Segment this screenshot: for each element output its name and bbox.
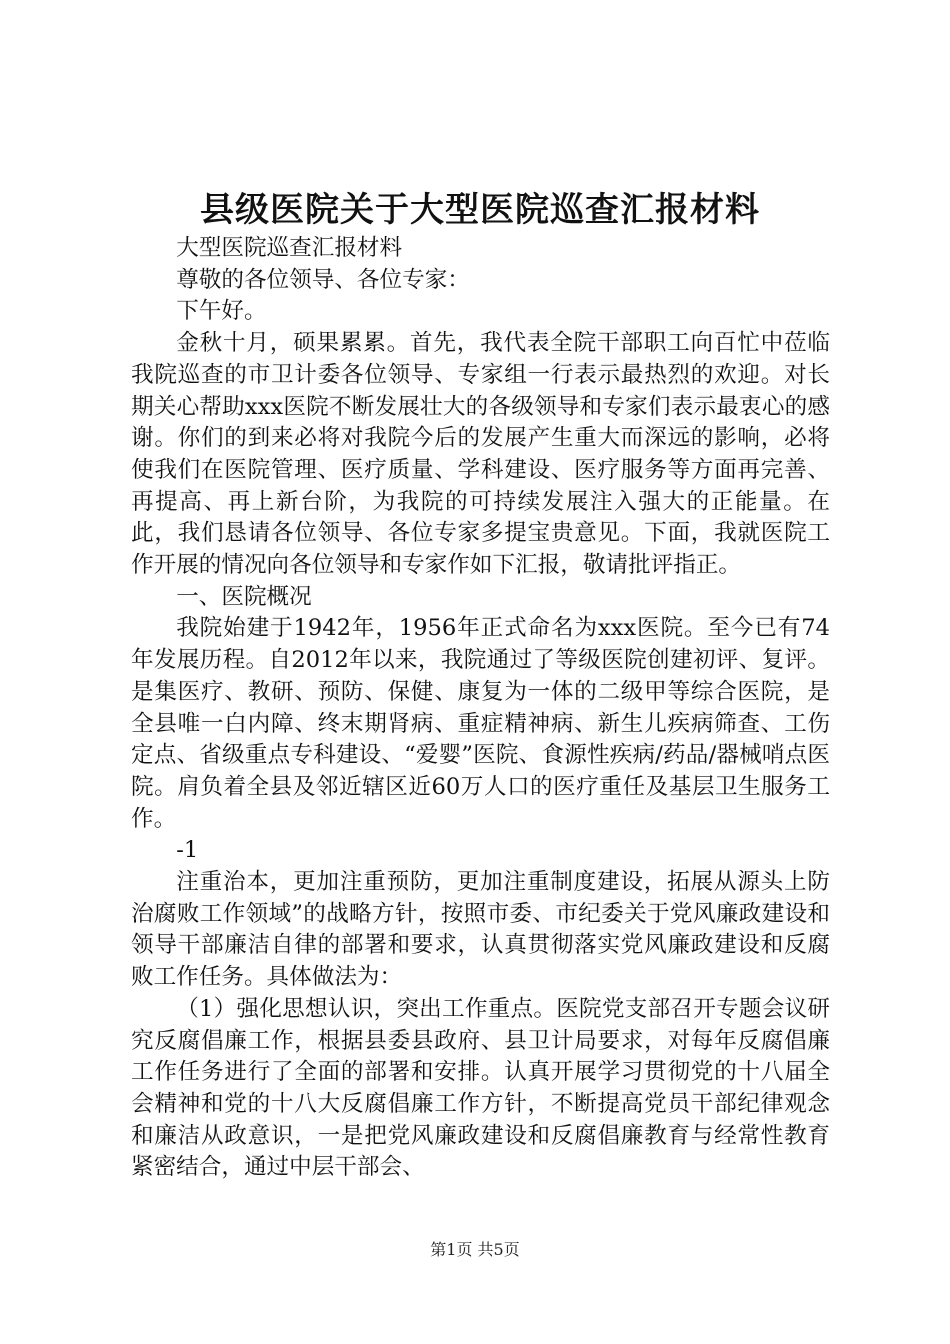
greeting-paragraph: 下午好。 [176, 298, 267, 325]
opening-paragraph: 金秋十月，硕果累累。首先，我代表全院干部职工向百忙中莅临我院巡查的市卫计委各位领导、专家组一行表示最热烈的欢迎。对长期关心帮助xxx医院不断发展壮大的各级领导和专家们表示最衷心的感谢。你们的到来必将对我院今后的发展产生重大而深远的影响，必将使我们在医院管理、医疗质量、学科建设、医疗服务等方面再完善、再提高、再上新台阶，为我院的可持续发展注入强大的正能量。在此，我们恳请各位领导、各位专家多提宝贵意见。下面，我就医院工作开展的情况向各位领导和专家作如下汇报，敬请批评指正。 [131, 330, 830, 579]
page-footer: 第1页 共5页 [430, 1240, 520, 1259]
section-heading: 一、医院概况 [176, 583, 312, 610]
salutation-paragraph: 尊敬的各位领导、各位专家： [176, 266, 470, 293]
overview-paragraph: 我院始建于1942年，1956年正式命名为xxx医院。至今已有74年发展历程。自2012年以来，我院通过了等级医院创建初评、复评。是集医疗、教研、预防、保健、康复为一体的二级甲等综合医院，是全县唯一白内障、终末期肾病、重症精神病、新生儿疾病筛查、工伤定点、省级重点专科建设、“爱婴”医院、食源性疾病/药品/器械哨点医院。肩负着全县及邻近辖区近60万人口的医疗重任及基层卫生服务工作。 [131, 615, 830, 832]
anticorruption-paragraph: 注重治本，更加注重预防，更加注重制度建设，拓展从源头上防治腐败工作领域”的战略方针，按照市委、市纪委关于党风廉政建设和领导干部廉洁自律的部署和要求，认真贯彻落实党风廉政建设和反腐败工作任务。具体做法为： [131, 869, 830, 991]
document-title: 县级医院关于大型医院巡查汇报材料 [200, 190, 760, 230]
page-marker: -1 [176, 837, 199, 864]
subtitle-paragraph: 大型医院巡查汇报材料 [176, 235, 403, 261]
document-body [131, 233, 830, 1184]
measure-paragraph: （1）强化思想认识，突出工作重点。医院党支部召开专题会议研究反腐倡廉工作，根据县委县政府、县卫计局要求，对每年反腐倡廉工作任务进行了全面的部署和安排。认真开展学习贯彻党的十八届全会精神和党的十八大反腐倡廉工作方针，不断提高党员干部纪律观念和廉洁从政意识，一是把党风廉政建设和反腐倡廉教育与经常性教育紧密结合，通过中层干部会、 [131, 995, 830, 1181]
